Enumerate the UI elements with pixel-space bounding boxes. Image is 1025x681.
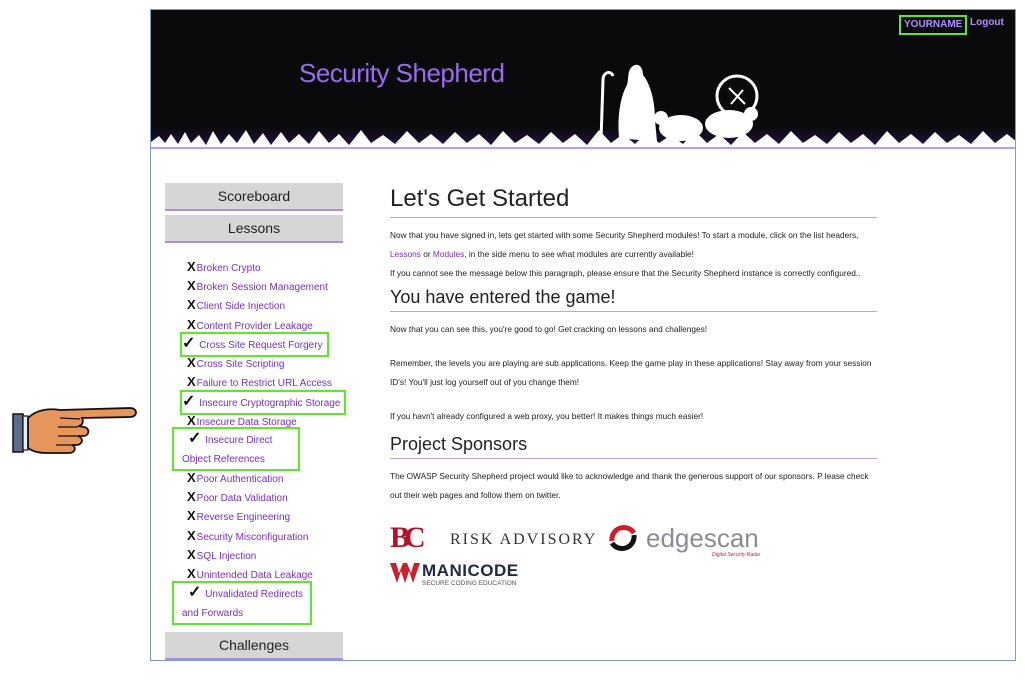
incomplete-x-icon: X (187, 259, 196, 274)
risk-advisory-logo[interactable]: RISK ADVISORY (450, 531, 598, 548)
intro-text: Now that you have signed in, lets get started with some Security Shepherd modules! To start a module, click on the list headers, (390, 230, 859, 240)
lesson-item[interactable] (187, 526, 308, 547)
incomplete-x-icon: X (187, 489, 196, 504)
lesson-label: Cross Site Request Forgery (199, 340, 323, 351)
incomplete-x-icon: X (187, 566, 196, 581)
manicode-w-icon (390, 563, 420, 583)
game-heading: You have entered the game! (390, 287, 877, 312)
manicode-logo[interactable]: MANICODE (422, 561, 519, 580)
intro-tail-text: , in the side menu to see what modules are currently available! (464, 249, 694, 259)
lesson-label: Broken Crypto (196, 263, 261, 274)
site-title: Security Shepherd (299, 58, 505, 88)
incomplete-x-icon: X (187, 374, 196, 389)
lesson-label: Broken Session Management (196, 282, 328, 293)
lesson-label: Security Misconfiguration (196, 532, 309, 543)
lesson-label: Cross Site Scripting (196, 359, 285, 370)
main-content (390, 185, 877, 597)
lesson-label: Poor Data Validation (196, 493, 288, 504)
lesson-item[interactable] (187, 468, 283, 489)
page-title: Let's Get Started (390, 185, 877, 218)
checkmark-icon: ✓ (188, 584, 202, 601)
edgescan-tagline: Digital Security Radar (712, 552, 761, 558)
intro-paragraph (390, 226, 877, 264)
lesson-item[interactable] (187, 487, 288, 508)
incomplete-x-icon: X (187, 317, 196, 332)
lesson-item-complete[interactable] (172, 427, 300, 471)
header-banner (151, 10, 1016, 160)
username-link[interactable]: YOURNAME (899, 15, 967, 35)
lessons-button[interactable]: Lessons (165, 215, 343, 243)
lesson-label: Content Provider Leakage (196, 321, 313, 332)
incomplete-x-icon: X (187, 413, 196, 428)
header-artwork (151, 10, 1016, 160)
edgescan-swirl-icon (606, 521, 640, 555)
lesson-label: Insecure Data Storage (196, 417, 297, 428)
config-paragraph: If you cannot see the message below this paragraph, please ensure that the Security Shepherd instance is correctly configured.. (390, 268, 861, 278)
incomplete-x-icon: X (187, 278, 196, 293)
scoreboard-button[interactable]: Scoreboard (165, 183, 343, 211)
checkmark-icon: ✓ (188, 430, 202, 447)
checkmark-icon: ✓ (182, 335, 196, 352)
lesson-label: Reverse Engineering (196, 512, 291, 523)
incomplete-x-icon: X (187, 508, 196, 523)
game-paragraph-3: If you havn't already configured a web proxy, you better! It makes things much easier! (390, 411, 704, 421)
lesson-label: Unintended Data Leakage (196, 570, 313, 581)
lesson-label: Insecure Direct Object References (182, 435, 273, 465)
sponsor-logos (390, 517, 877, 597)
lesson-label: Unvalidated Redirects and Forwards (182, 589, 304, 619)
incomplete-x-icon: X (187, 547, 196, 562)
sponsors-heading: Project Sponsors (390, 434, 877, 459)
lesson-label: Failure to Restrict URL Access (196, 378, 332, 389)
lesson-item[interactable] (187, 545, 256, 566)
lesson-item[interactable] (187, 295, 285, 316)
modules-link[interactable]: Modules (432, 249, 465, 259)
sidebar (165, 183, 343, 653)
edgescan-logo[interactable]: edgescan (646, 523, 759, 553)
challenges-button[interactable]: Challenges (165, 632, 343, 660)
game-paragraph-2: Remember, the levels you are playing are sub applications. Keep the game play in these applications! Stay away from your session ID's! You'll just log yourself out of you change them! (390, 358, 872, 387)
game-paragraph-1: Now that you can see this, you're good to go! Get cracking on lessons and challenges! (390, 324, 708, 334)
incomplete-x-icon: X (187, 470, 196, 485)
lesson-label: Client Side Injection (196, 301, 286, 312)
lesson-label: Poor Authentication (196, 474, 284, 485)
lesson-label: SQL Injection (196, 551, 257, 562)
lesson-label: Insecure Cryptographic Storage (199, 398, 341, 409)
pointing-hand-icon (12, 400, 140, 464)
incomplete-x-icon: X (187, 297, 196, 312)
incomplete-x-icon: X (187, 528, 196, 543)
lesson-item-complete[interactable] (172, 581, 312, 625)
checkmark-icon: ✓ (182, 393, 196, 410)
lesson-item[interactable] (187, 506, 290, 527)
sponsors-paragraph: The OWASP Security Shepherd project would like to acknowledge and thank the generous support of our sponsors. P lease check out their web pages and follow them on twitter. (390, 471, 869, 500)
browser-window (150, 9, 1016, 661)
logout-link[interactable]: Logout (970, 17, 1004, 28)
or-text: or (423, 249, 431, 259)
incomplete-x-icon: X (187, 355, 196, 370)
lesson-item[interactable] (187, 353, 284, 374)
manicode-tagline: SECURE CODING EDUCATION (422, 580, 517, 587)
bc-logo[interactable]: BC (390, 521, 420, 554)
lesson-item[interactable] (187, 276, 328, 297)
lessons-link[interactable]: Lessons (390, 249, 421, 259)
lesson-item[interactable] (187, 257, 261, 278)
